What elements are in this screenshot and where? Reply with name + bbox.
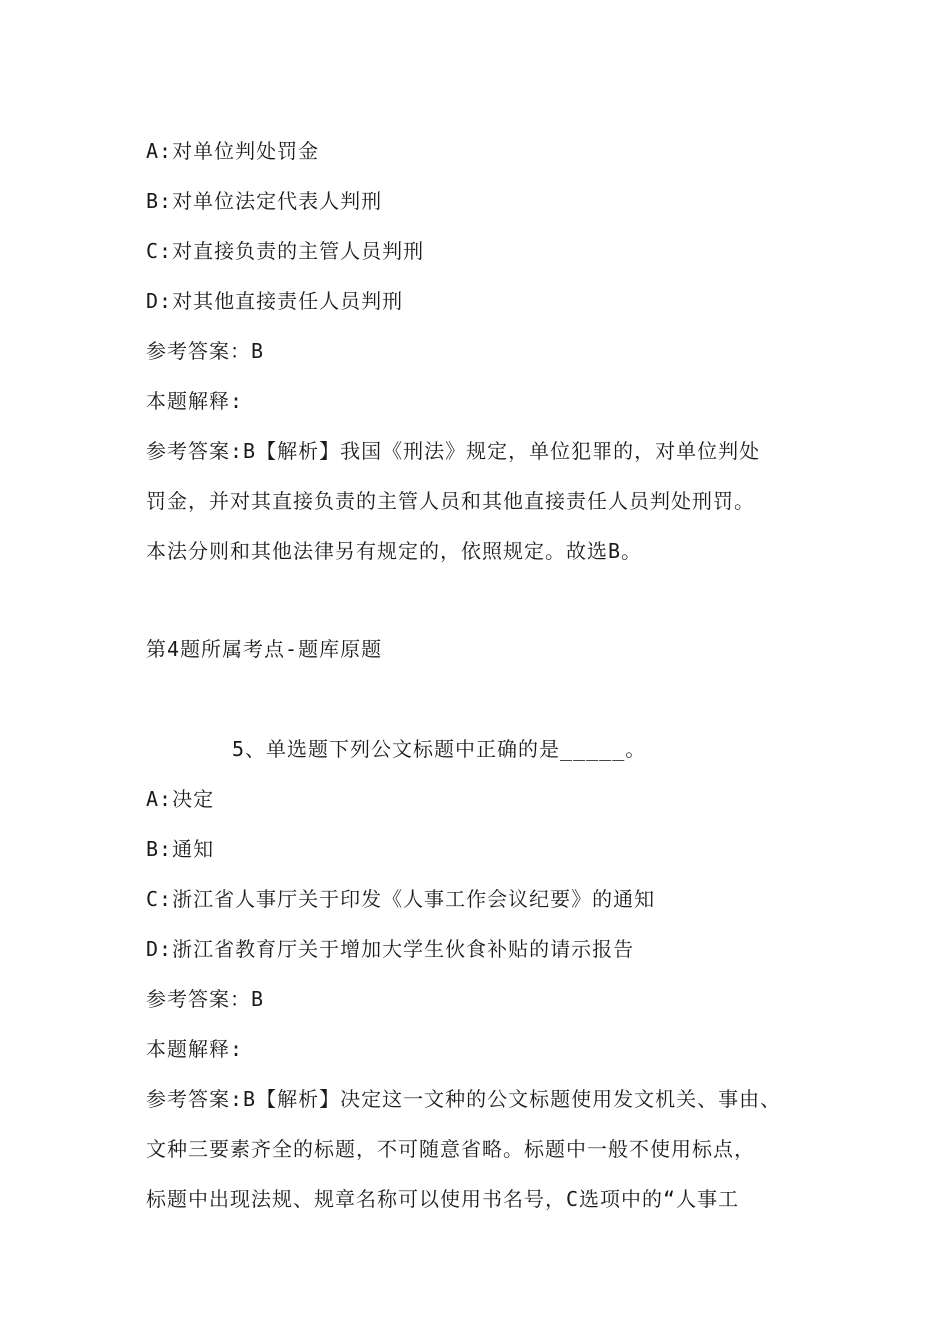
q5-option-b (146, 835, 214, 863)
q4-explanation-line-3: 本法分则和其他法律另有规定的，依照规定。故选B。 (146, 539, 643, 563)
q4-option-c (146, 237, 424, 265)
q4-option-c-text: 对直接负责的主管人员判刑 (172, 239, 425, 263)
q4-option-a (146, 137, 319, 165)
q5-explanation-line-3: 标题中出现法规、规章名称可以使用书名号，C选项中的“人事工 (146, 1187, 740, 1211)
q5-stem: 5、单选题下列公文标题中正确的是_____。 (232, 737, 647, 761)
q5-option-b-key: B: (146, 837, 173, 861)
q5-explanation-line-2: 文种三要素齐全的标题，不可随意省略。标题中一般不使用标点， (146, 1137, 755, 1161)
q5-option-c-key: C: (146, 887, 173, 911)
q5-option-d-key: D: (146, 937, 173, 961)
q5-option-c-text: 浙江省人事厅关于印发《人事工作会议纪要》的通知 (172, 887, 656, 911)
q5-option-a-text: 决定 (172, 787, 215, 811)
q4-answer: 参考答案：B (146, 339, 265, 363)
q5-explain-label: 本题解释: (146, 1037, 244, 1061)
q4-explanation-line-2: 罚金，并对其直接负责的主管人员和其他直接责任人员判处刑罚。 (146, 489, 755, 513)
q4-option-b (146, 187, 382, 215)
q5-answer: 参考答案：B (146, 987, 265, 1011)
q5-option-b-text: 通知 (172, 837, 215, 861)
q4-option-b-text: 对单位法定代表人判刑 (172, 189, 383, 213)
q5-option-c (146, 885, 655, 913)
q4-option-a-text: 对单位判处罚金 (172, 139, 320, 163)
q4-explanation-line-1: 参考答案:B【解析】我国《刑法》规定，单位犯罪的，对单位判处 (146, 439, 761, 463)
q5-option-a-key: A: (146, 787, 173, 811)
q4-option-b-key: B: (146, 189, 173, 213)
q5-option-a (146, 785, 214, 813)
q4-topic: 第4题所属考点-题库原题 (146, 637, 383, 661)
q4-explain-label: 本题解释: (146, 389, 244, 413)
q4-option-d (146, 287, 403, 315)
q5-option-d-text: 浙江省教育厅关于增加大学生伙食补贴的请示报告 (172, 937, 635, 961)
q4-option-a-key: A: (146, 139, 173, 163)
q4-option-c-key: C: (146, 239, 173, 263)
q5-explanation-line-1: 参考答案:B【解析】决定这一文种的公文标题使用发文机关、事由、 (146, 1087, 782, 1111)
q4-option-d-key: D: (146, 289, 173, 313)
q4-option-d-text: 对其他直接责任人员判刑 (172, 289, 404, 313)
q5-option-d (146, 935, 634, 963)
